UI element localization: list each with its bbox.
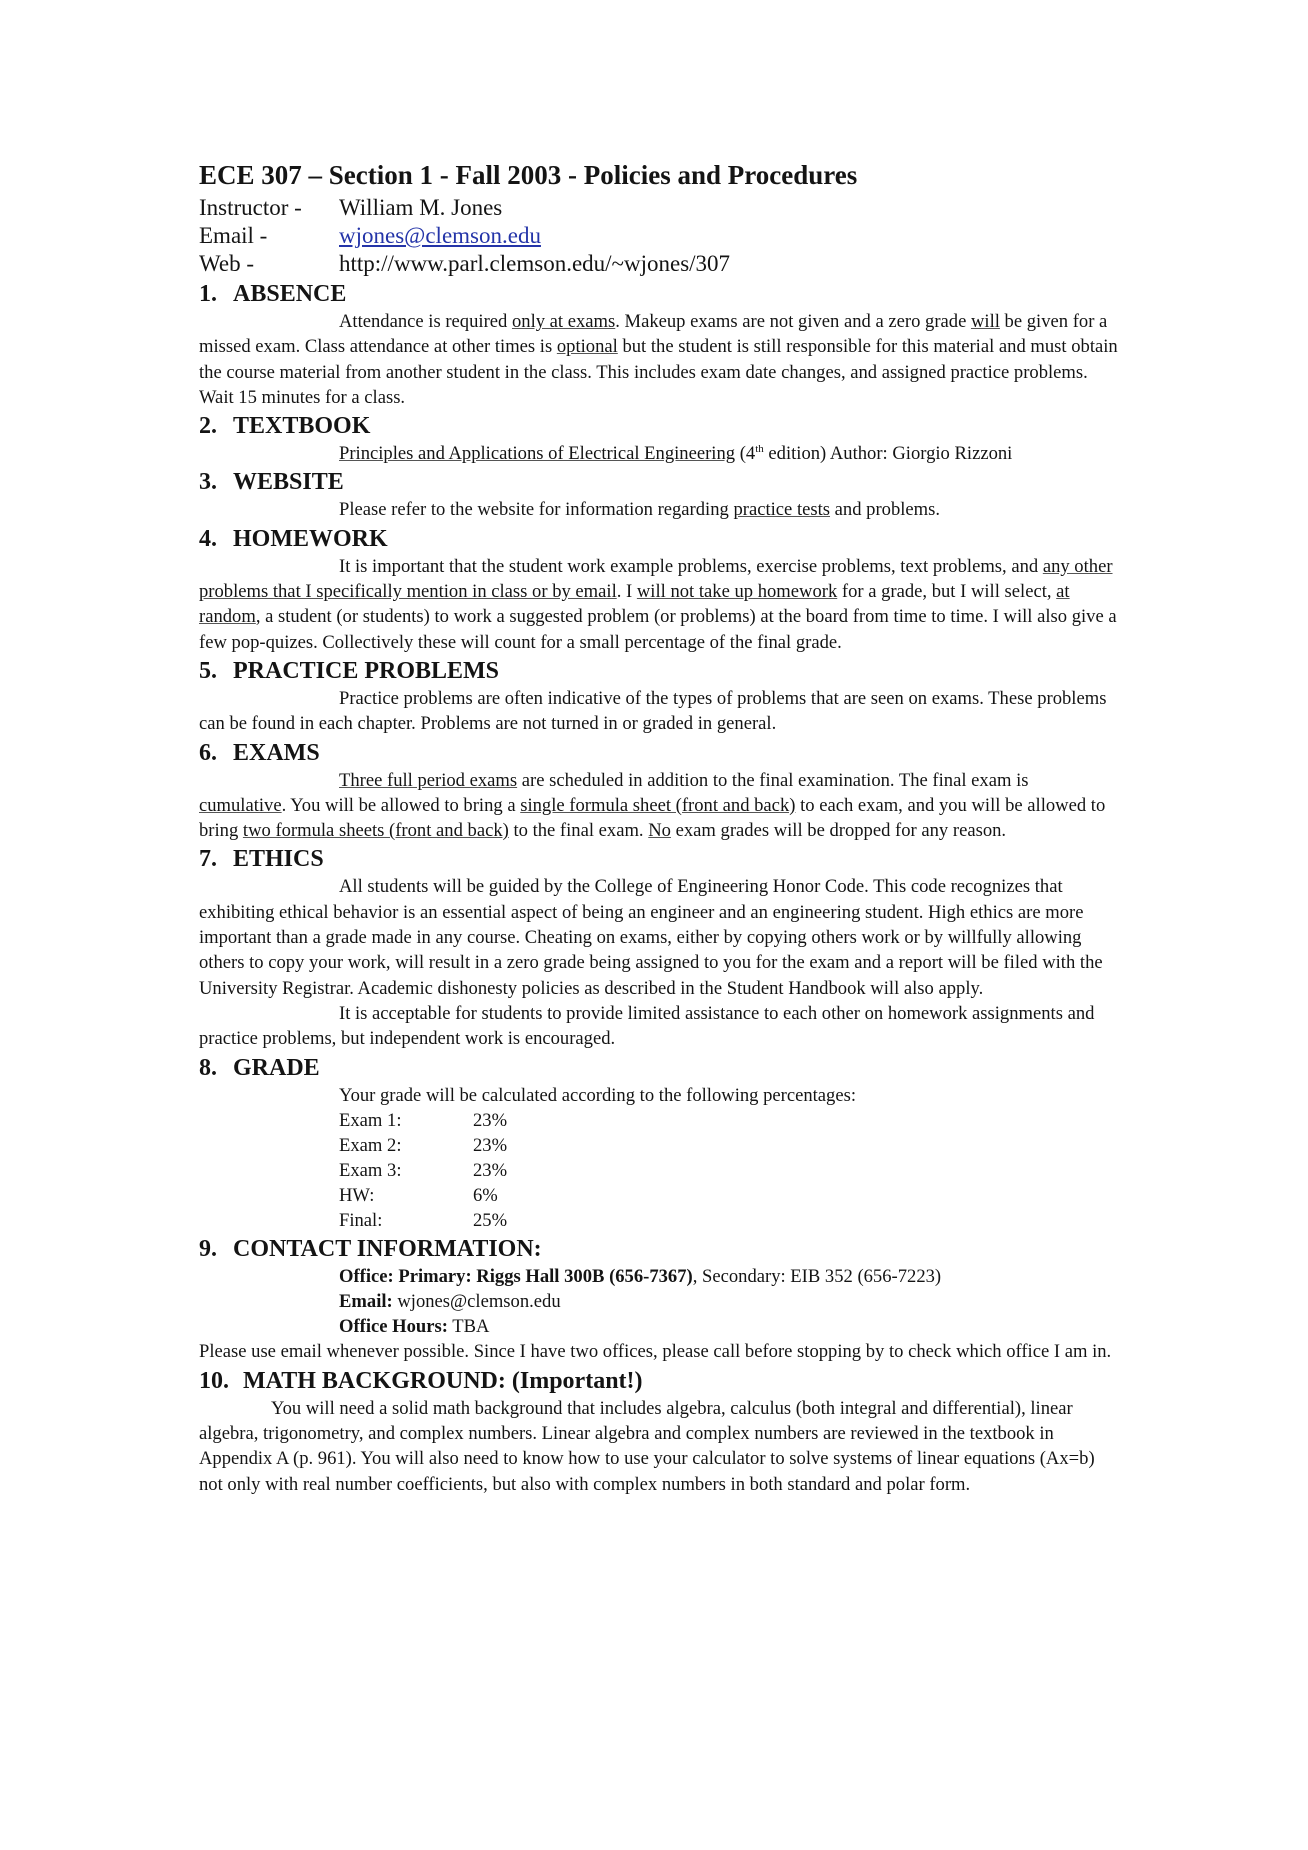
section-heading-math-background [199, 1366, 1119, 1396]
website-paragraph [199, 497, 1119, 522]
office-primary: Office: Primary: Riggs Hall 300B (656-7367) [339, 1265, 693, 1287]
grade-value: 23% [473, 1109, 508, 1131]
grade-label: Exam 2: [339, 1134, 402, 1156]
practice-problems-paragraph: Practice problems are often indicative of the types of problems that are seen on exams. These problems can be found in each chapter. Problems are not turned in or graded in general. [199, 687, 1107, 735]
text-run: edition) Author: Giorgio Rizzoni [763, 443, 1013, 465]
section-heading-contact [199, 1234, 1119, 1264]
section-title: ETHICS [233, 846, 324, 873]
section-number: 6. [199, 739, 217, 766]
underlined-text: Three full period exams [339, 769, 518, 791]
section-title: HOMEWORK [233, 525, 388, 552]
ethics-paragraph-1: All students will be guided by the College of Engineering Honor Code. This code recognizes that exhibiting ethical behavior is an essential aspect of being an engineer and an engineering student. High ethics are more important than a grade made in any course. Cheating on exams, either by copying others work or by willfully allowing others to copy your work, will result in a zero grade being assigned to you for the exam and a report will be filed with the University Registrar. Academic dishonesty policies as described in the Student Handbook will also apply. [199, 876, 1103, 999]
underlined-text: single formula sheet (front and back) [520, 794, 796, 816]
text-run: be given for a missed exam. Class attendance at other times is [199, 311, 1108, 358]
section-number: 8. [199, 1054, 217, 1081]
text-run: It is important that the student work example problems, exercise problems, text problems, and [339, 555, 1043, 577]
web-row [199, 250, 1119, 278]
contact-email-label: Email: [339, 1290, 393, 1312]
text-run: (4 [735, 443, 756, 465]
grade-row [339, 1158, 1119, 1183]
section-number: 2. [199, 413, 217, 440]
section-title: WEBSITE [233, 469, 344, 496]
underlined-text: two formula sheets (front and back) [242, 820, 509, 842]
text-run: to the final exam. [508, 820, 649, 842]
text-run: . I [616, 581, 637, 603]
text-run: for a grade, but I will select, [837, 581, 1057, 603]
section-heading-ethics [199, 844, 1119, 874]
section-title: MATH BACKGROUND: (Important!) [243, 1367, 643, 1394]
homework-paragraph [199, 554, 1119, 655]
section-number: 4. [199, 525, 217, 552]
instructor-name: William M. Jones [339, 195, 503, 220]
grade-row [339, 1133, 1119, 1158]
section-heading-textbook [199, 411, 1119, 441]
grade-label: HW: [339, 1184, 375, 1206]
text-run: Please refer to the website for information regarding [339, 499, 734, 521]
grade-label: Final: [339, 1209, 383, 1231]
email-link[interactable]: wjones@clemson.edu [339, 223, 541, 248]
superscript: th [755, 443, 764, 455]
textbook-paragraph [199, 441, 1119, 466]
underlined-text: No [648, 820, 671, 842]
document-title: ECE 307 – Section 1 - Fall 2003 - Policies and Procedures [199, 160, 858, 190]
underlined-text: at random [199, 581, 1070, 628]
web-url: http://www.parl.clemson.edu/~wjones/307 [339, 251, 731, 276]
underlined-text: cumulative [199, 794, 282, 816]
document-content [199, 158, 1119, 1497]
grade-label: Exam 3: [339, 1159, 402, 1181]
section-title: CONTACT INFORMATION: [233, 1235, 542, 1262]
section-title: EXAMS [233, 739, 320, 766]
section-title: ABSENCE [233, 281, 347, 307]
section-heading-website [199, 467, 1119, 497]
underlined-text: practice tests [733, 499, 831, 521]
grade-intro: Your grade will be calculated according to the following percentages: [339, 1084, 857, 1106]
text-run: . You will be allowed to bring a [281, 794, 521, 816]
section-title: PRACTICE PROBLEMS [233, 657, 500, 684]
section-number: 3. [199, 469, 217, 496]
office-hours-label: Office Hours: [339, 1316, 448, 1338]
email-label: Email - [199, 223, 268, 248]
office-secondary: , Secondary: EIB 352 (656-7223) [692, 1265, 942, 1287]
underlined-text: will not take up homework [636, 581, 838, 603]
contact-note: Please use email whenever possible. Since I have two offices, please call before stopping by to check which office I am in. [199, 1341, 1112, 1363]
text-run: . Makeup exams are not given and a zero grade [615, 311, 971, 332]
grade-label: Exam 1: [339, 1109, 402, 1131]
text-run: and problems. [830, 499, 941, 521]
instructor-label: Instructor - [199, 195, 302, 220]
text-run: , a student (or students) to work a suggested problem (or problems) at the board from time to time. I will also give a few pop-quizes. Collectively these will count for a small percentage of the final grade. [199, 606, 1117, 653]
grade-value: 23% [473, 1159, 508, 1181]
grade-row [339, 1183, 1119, 1208]
text-run: exam grades will be dropped for any reason. [670, 820, 1007, 842]
section-heading-absence [199, 279, 1119, 309]
text-run: are scheduled in addition to the final examination. The final exam is [517, 769, 1029, 791]
section-heading-grade [199, 1053, 1119, 1083]
grade-row [339, 1108, 1119, 1133]
exams-paragraph [199, 768, 1119, 844]
text-run: Attendance is required [339, 311, 512, 332]
grade-value: 6% [473, 1184, 498, 1206]
section-number: 1. [199, 281, 217, 307]
grade-row [339, 1208, 1119, 1233]
grade-value: 23% [473, 1134, 508, 1156]
section-heading-exams [199, 738, 1119, 768]
underlined-text: optional [556, 336, 618, 358]
web-label: Web - [199, 251, 254, 276]
textbook-title: Principles and Applications of Electrical Engineering [339, 443, 736, 465]
instructor-row [199, 194, 1119, 222]
text-run: to each exam, and you will be allowed to bring [199, 794, 1106, 842]
section-heading-practice-problems [199, 656, 1119, 686]
ethics-paragraph-2: It is acceptable for students to provide limited assistance to each other on homework assignments and practice problems, but independent work is encouraged. [199, 1002, 1095, 1050]
email-row [199, 222, 1119, 250]
section-number: 7. [199, 846, 217, 873]
section-heading-homework [199, 524, 1119, 554]
grade-value: 25% [473, 1209, 508, 1231]
contact-hours [339, 1314, 1119, 1339]
text-run: but the student is still responsible for this material and must obtain the course material from another student in the class. This includes exam date changes, and assigned practice problems. Wait 15 minutes for a class. [199, 336, 1118, 408]
math-background-paragraph: You will need a solid math background that includes algebra, calculus (both integral and differential), linear algebra, trigonometry, and complex numbers. Linear algebra and complex numbers are reviewed in the textbook in Appendix A (p. 961). You will also need to know how to use your calculator to solve systems of linear equations (Ax=b) not only with real number coefficients, but also with complex numbers in both standard and polar form. [199, 1397, 1095, 1495]
grade-table [339, 1083, 1119, 1233]
office-hours-value: TBA [447, 1316, 490, 1338]
underlined-text: will [970, 311, 1000, 332]
section-number: 10. [199, 1367, 229, 1394]
section-number: 5. [199, 657, 217, 684]
section-number: 9. [199, 1235, 217, 1262]
underlined-text: any other problems that I specifically mention in class or by email [199, 555, 1113, 603]
underlined-text: only at exams [511, 311, 616, 332]
section-title: TEXTBOOK [233, 413, 371, 440]
contact-email-value: wjones@clemson.edu [392, 1290, 561, 1312]
section-title: GRADE [233, 1054, 320, 1081]
contact-office [339, 1264, 1119, 1289]
absence-paragraph [199, 309, 1119, 410]
contact-email [339, 1289, 1119, 1314]
